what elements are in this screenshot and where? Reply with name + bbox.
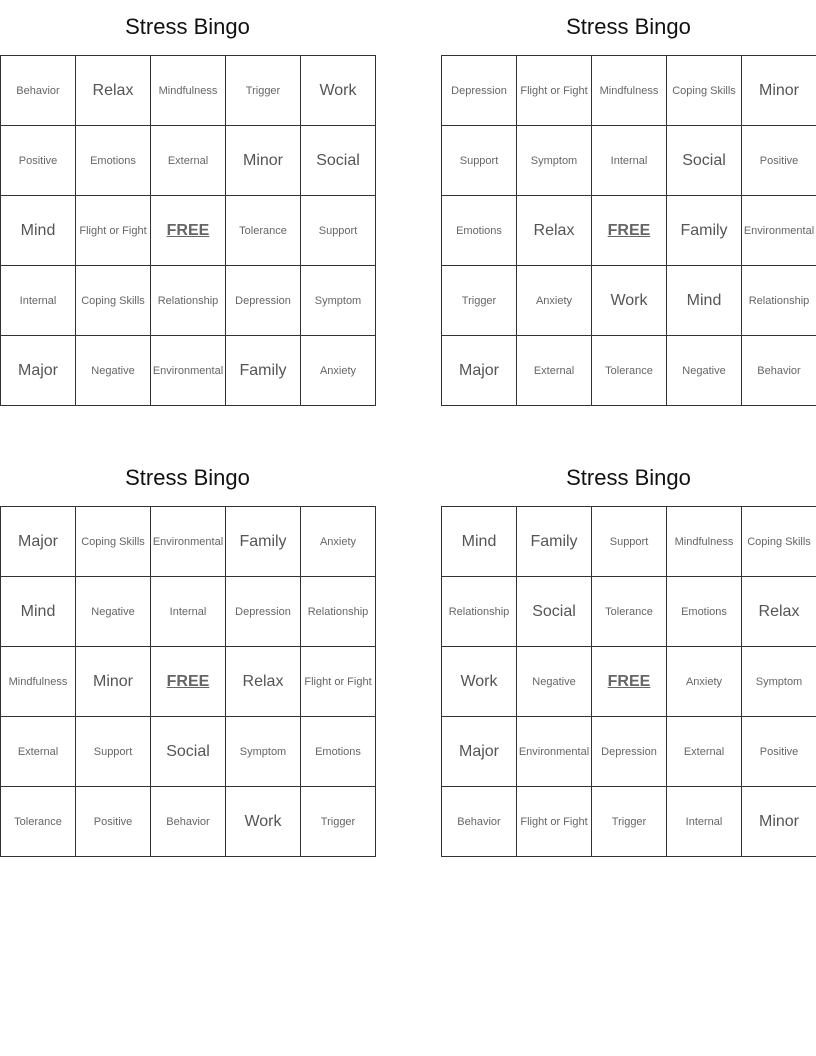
bingo-row bbox=[1, 787, 376, 857]
bingo-cell: Major bbox=[442, 336, 517, 406]
bingo-cell: Flight or Fight bbox=[76, 196, 151, 266]
bingo-row bbox=[1, 126, 376, 196]
bingo-cell: External bbox=[667, 717, 742, 787]
card-title: Stress Bingo bbox=[125, 14, 250, 39]
bingo-cell: Trigger bbox=[226, 56, 301, 126]
card-title: Stress Bingo bbox=[566, 465, 691, 490]
bingo-grid bbox=[441, 506, 816, 857]
bingo-cell: Trigger bbox=[442, 266, 517, 336]
bingo-cell: Negative bbox=[76, 577, 151, 647]
bingo-cell: Work bbox=[226, 787, 301, 857]
bingo-cell: Support bbox=[442, 126, 517, 196]
bingo-cell: External bbox=[1, 717, 76, 787]
bingo-cell: Positive bbox=[742, 126, 816, 196]
bingo-row bbox=[442, 647, 816, 717]
bingo-cell: Anxiety bbox=[517, 266, 592, 336]
bingo-row bbox=[1, 507, 376, 577]
bingo-row bbox=[1, 577, 376, 647]
bingo-cell: Coping Skills bbox=[742, 507, 816, 577]
bingo-cell: Depression bbox=[226, 266, 301, 336]
bingo-cell: Coping Skills bbox=[667, 56, 742, 126]
bingo-card-2 bbox=[441, 0, 816, 406]
bingo-cell: Symptom bbox=[301, 266, 376, 336]
free-space: FREE bbox=[592, 647, 667, 717]
bingo-cell: Family bbox=[226, 336, 301, 406]
bingo-cell: Environmental bbox=[517, 717, 592, 787]
bingo-cell: Relax bbox=[76, 56, 151, 126]
bingo-cell: Trigger bbox=[301, 787, 376, 857]
bingo-cell: Behavior bbox=[151, 787, 226, 857]
bingo-card-1 bbox=[0, 0, 375, 406]
bingo-cell: Positive bbox=[1, 126, 76, 196]
bingo-grid bbox=[441, 55, 816, 406]
bingo-row bbox=[1, 717, 376, 787]
bingo-cell: Internal bbox=[151, 577, 226, 647]
bingo-cell: Mindfulness bbox=[592, 56, 667, 126]
bingo-cell: Mind bbox=[1, 196, 76, 266]
bingo-cell: Flight or Fight bbox=[517, 56, 592, 126]
bingo-cell: Support bbox=[592, 507, 667, 577]
bingo-row bbox=[442, 266, 816, 336]
bingo-cell: Environmental bbox=[742, 196, 816, 266]
bingo-cell: Minor bbox=[742, 56, 816, 126]
bingo-cell: Tolerance bbox=[592, 336, 667, 406]
bingo-cell: Relax bbox=[517, 196, 592, 266]
bingo-row bbox=[1, 56, 376, 126]
bingo-row bbox=[442, 717, 816, 787]
bingo-cell: Internal bbox=[667, 787, 742, 857]
bingo-cell: Support bbox=[301, 196, 376, 266]
bingo-cell: Relax bbox=[226, 647, 301, 717]
bingo-cell: Emotions bbox=[301, 717, 376, 787]
bingo-cell: Coping Skills bbox=[76, 266, 151, 336]
bingo-cell: Trigger bbox=[592, 787, 667, 857]
bingo-cell: Internal bbox=[592, 126, 667, 196]
bingo-row bbox=[1, 647, 376, 717]
bingo-card-3 bbox=[0, 451, 375, 857]
bingo-row bbox=[442, 196, 816, 266]
bingo-cell: Flight or Fight bbox=[517, 787, 592, 857]
bingo-cell: Flight or Fight bbox=[301, 647, 376, 717]
bingo-cell: Tolerance bbox=[1, 787, 76, 857]
bingo-cell: Environmental bbox=[151, 507, 226, 577]
bingo-cell: Social bbox=[517, 577, 592, 647]
bingo-row bbox=[442, 336, 816, 406]
bingo-cell: Tolerance bbox=[226, 196, 301, 266]
bingo-cell: Emotions bbox=[76, 126, 151, 196]
bingo-row bbox=[442, 787, 816, 857]
bingo-row bbox=[442, 507, 816, 577]
bingo-cell: Minor bbox=[226, 126, 301, 196]
bingo-card-4 bbox=[441, 451, 816, 857]
bingo-cell: External bbox=[517, 336, 592, 406]
free-space: FREE bbox=[151, 647, 226, 717]
bingo-cell: Mindfulness bbox=[667, 507, 742, 577]
bingo-cell: Internal bbox=[1, 266, 76, 336]
bingo-cell: Social bbox=[301, 126, 376, 196]
bingo-cell: Anxiety bbox=[301, 507, 376, 577]
bingo-cell: Depression bbox=[226, 577, 301, 647]
bingo-cell: Anxiety bbox=[667, 647, 742, 717]
bingo-cell: Behavior bbox=[1, 56, 76, 126]
bingo-cell: Emotions bbox=[442, 196, 517, 266]
bingo-grid bbox=[0, 55, 376, 406]
bingo-cell: Negative bbox=[667, 336, 742, 406]
bingo-cell: Minor bbox=[76, 647, 151, 717]
bingo-cell: Social bbox=[667, 126, 742, 196]
bingo-cell: External bbox=[151, 126, 226, 196]
bingo-cell: Relationship bbox=[742, 266, 816, 336]
bingo-cell: Work bbox=[592, 266, 667, 336]
bingo-cell: Coping Skills bbox=[76, 507, 151, 577]
bingo-cell: Relationship bbox=[301, 577, 376, 647]
bingo-row bbox=[442, 126, 816, 196]
bingo-cell: Depression bbox=[592, 717, 667, 787]
bingo-cell: Behavior bbox=[442, 787, 517, 857]
bingo-cell: Anxiety bbox=[301, 336, 376, 406]
bingo-cell: Behavior bbox=[742, 336, 816, 406]
bingo-grid bbox=[0, 506, 376, 857]
bingo-row bbox=[1, 336, 376, 406]
bingo-cell: Minor bbox=[742, 787, 816, 857]
bingo-row bbox=[442, 577, 816, 647]
card-title: Stress Bingo bbox=[566, 14, 691, 39]
bingo-cell: Symptom bbox=[742, 647, 816, 717]
bingo-cell: Work bbox=[301, 56, 376, 126]
bingo-cell: Relax bbox=[742, 577, 816, 647]
bingo-cell: Mindfulness bbox=[151, 56, 226, 126]
bingo-cell: Mind bbox=[442, 507, 517, 577]
free-space: FREE bbox=[592, 196, 667, 266]
bingo-cell: Tolerance bbox=[592, 577, 667, 647]
bingo-cell: Work bbox=[442, 647, 517, 717]
bingo-cell: Negative bbox=[517, 647, 592, 717]
bingo-cell: Family bbox=[517, 507, 592, 577]
bingo-row bbox=[1, 196, 376, 266]
bingo-cell: Symptom bbox=[226, 717, 301, 787]
bingo-cell: Symptom bbox=[517, 126, 592, 196]
bingo-cell: Major bbox=[442, 717, 517, 787]
bingo-cell: Positive bbox=[742, 717, 816, 787]
bingo-cell: Major bbox=[1, 336, 76, 406]
bingo-cell: Negative bbox=[76, 336, 151, 406]
bingo-cell: Family bbox=[226, 507, 301, 577]
bingo-cell: Mindfulness bbox=[1, 647, 76, 717]
bingo-row bbox=[442, 56, 816, 126]
free-space: FREE bbox=[151, 196, 226, 266]
card-title: Stress Bingo bbox=[125, 465, 250, 490]
bingo-cell: Mind bbox=[1, 577, 76, 647]
bingo-cell: Positive bbox=[76, 787, 151, 857]
bingo-cell: Mind bbox=[667, 266, 742, 336]
bingo-cell: Depression bbox=[442, 56, 517, 126]
bingo-cell: Relationship bbox=[442, 577, 517, 647]
bingo-cell: Family bbox=[667, 196, 742, 266]
bingo-cell: Major bbox=[1, 507, 76, 577]
bingo-cell: Environmental bbox=[151, 336, 226, 406]
bingo-cell: Relationship bbox=[151, 266, 226, 336]
bingo-cell: Social bbox=[151, 717, 226, 787]
bingo-cell: Emotions bbox=[667, 577, 742, 647]
bingo-row bbox=[1, 266, 376, 336]
bingo-cell: Support bbox=[76, 717, 151, 787]
